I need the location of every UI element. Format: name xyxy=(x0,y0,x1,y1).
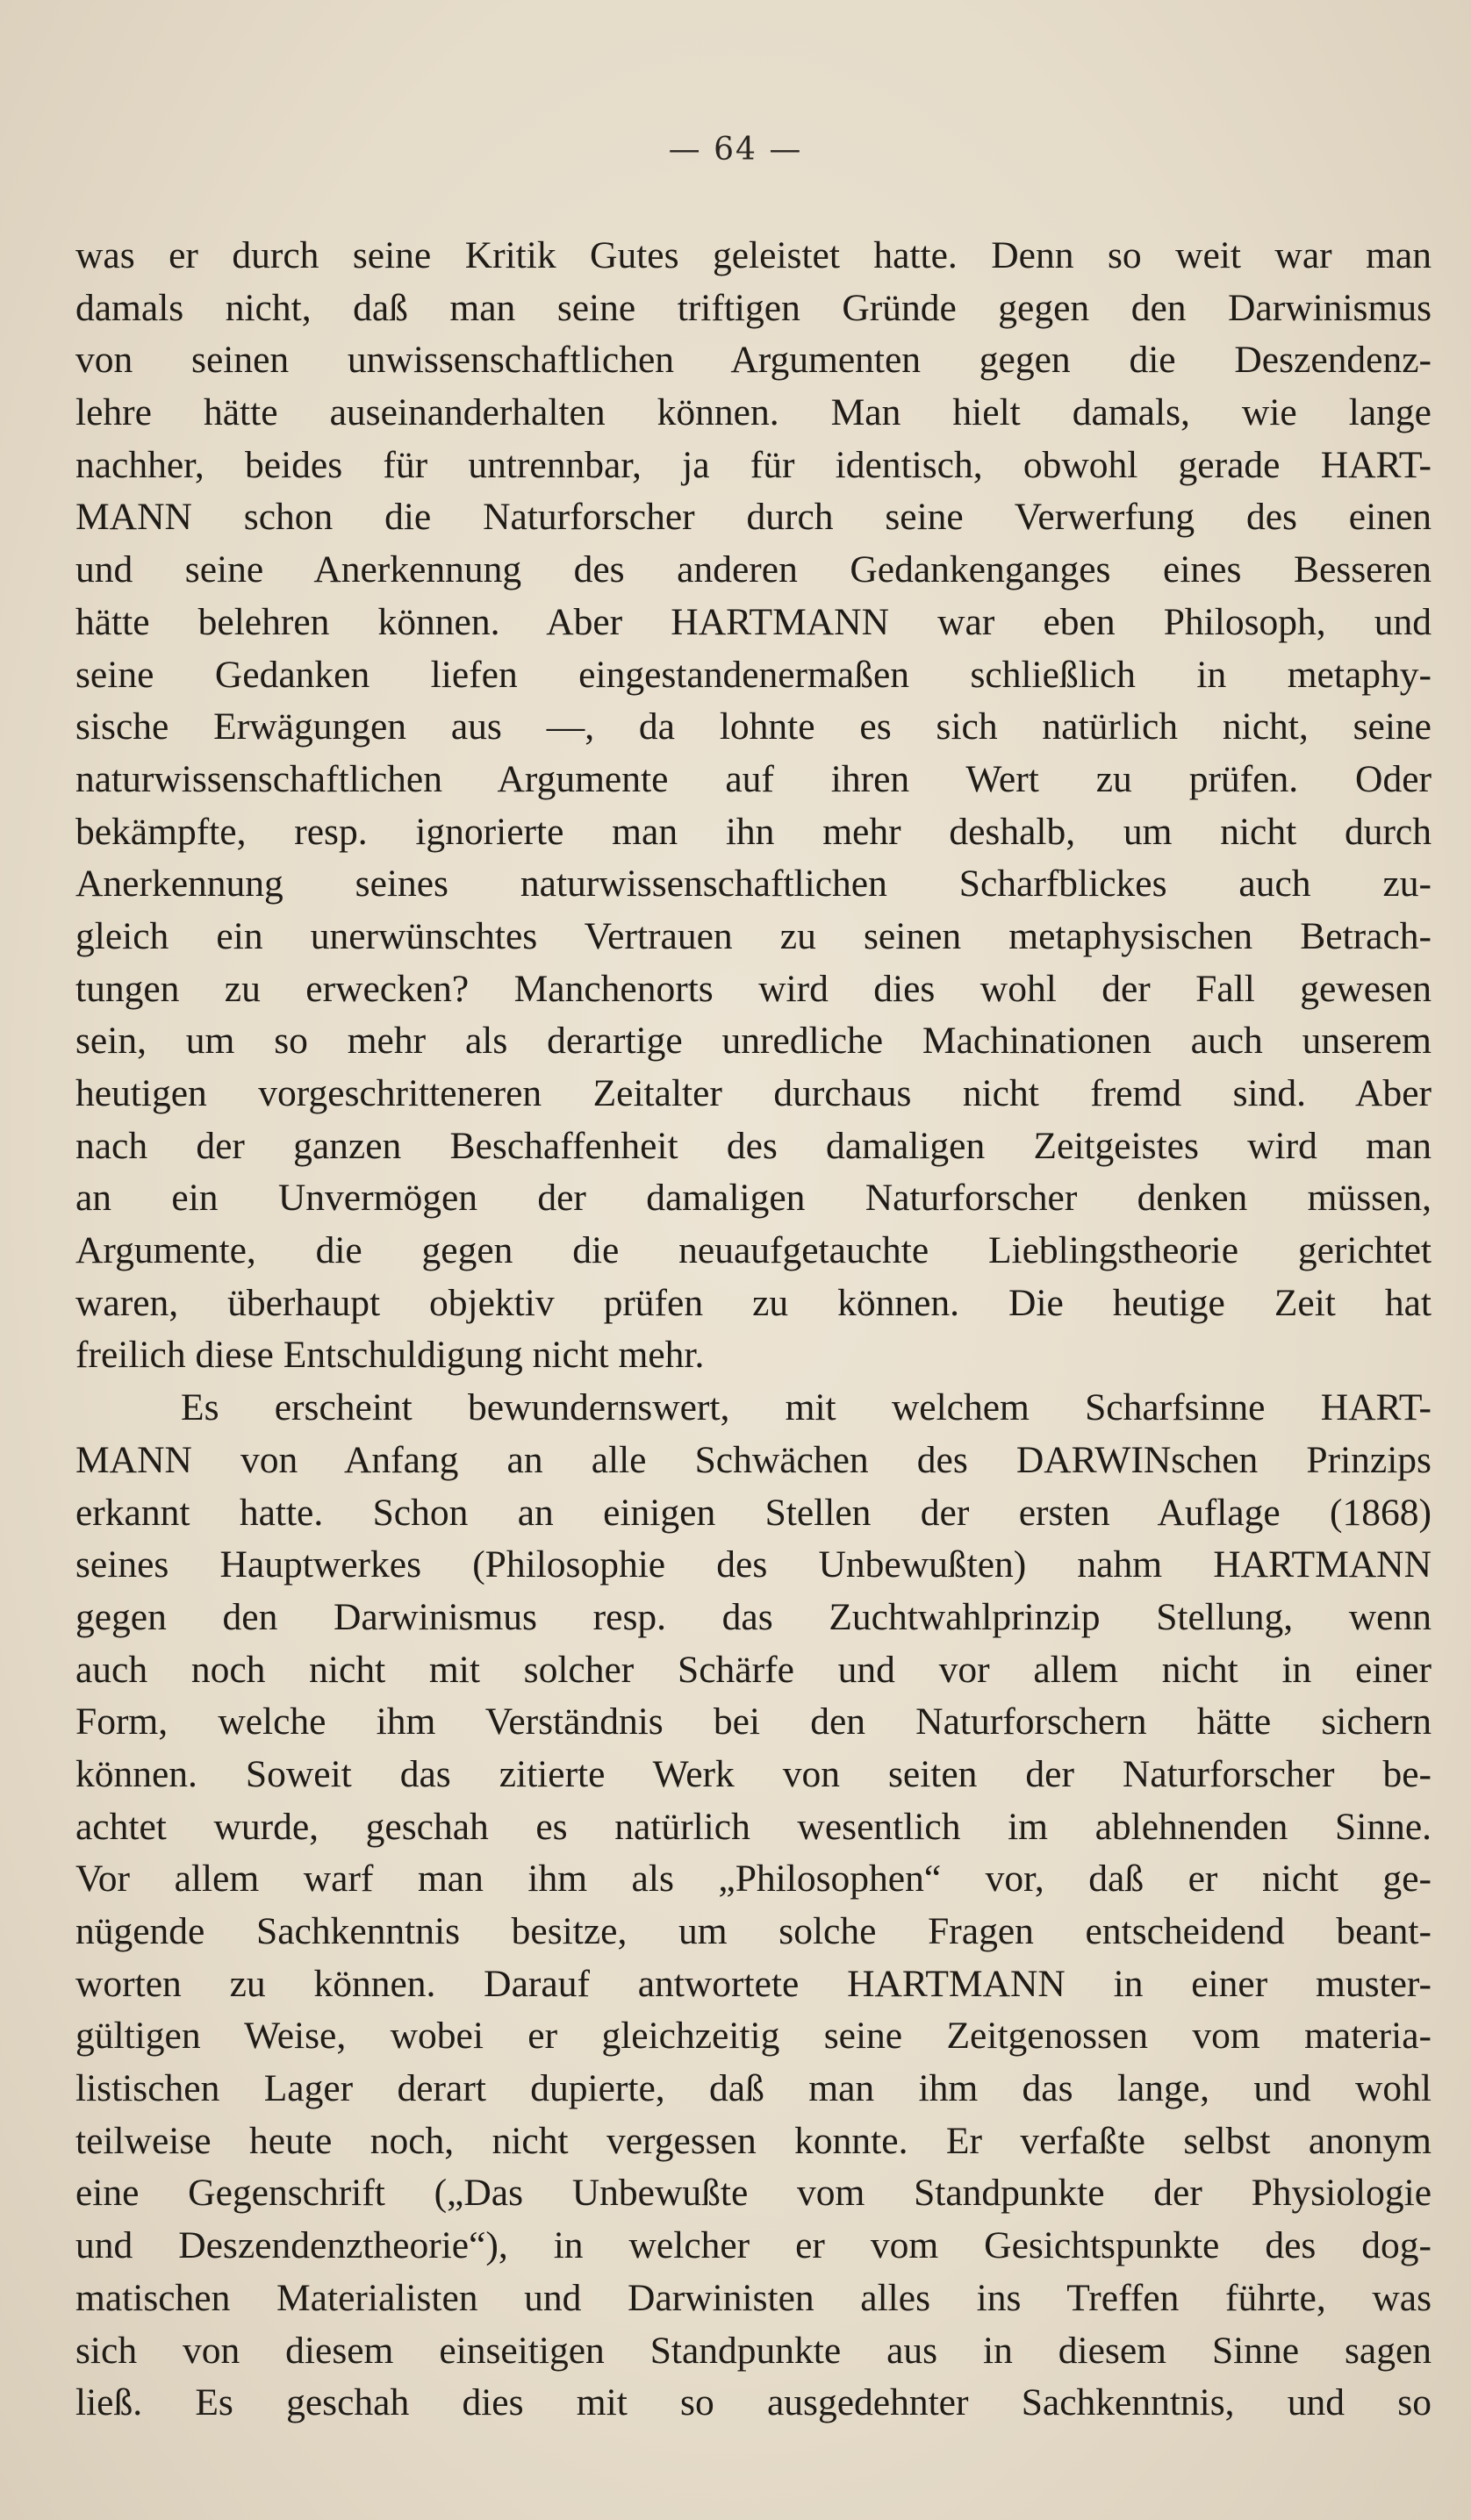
text-line: was er durch seine Kritik Gutes geleistet hatte. Denn so weit war man xyxy=(75,234,1432,276)
text-line: MANN schon die Naturforscher durch seine Verwerfung des einen xyxy=(75,496,1432,539)
text-line: gegen den Darwinismus resp. das Zuchtwahlprinzip Stellung, wenn xyxy=(75,1595,1432,1638)
text-line: von seinen unwissenschaftlichen Argumenten gegen die Deszendenz- xyxy=(75,339,1432,382)
text-line: tungen zu erwecken? Manchenorts wird dies wohl der Fall gewesen xyxy=(75,967,1432,1010)
text-line: gleich ein unerwünschtes Vertrauen zu seinen metaphysischen Betrach- xyxy=(75,914,1432,957)
text-line: freilich diese Entschuldigung nicht mehr. xyxy=(75,1334,705,1377)
text-line: ließ. Es geschah dies mit so ausgedehnter Sachkenntnis, und so xyxy=(75,2381,1432,2424)
text-line: sein, um so mehr als derartige unredliche Machinationen auch unserem xyxy=(75,1020,1432,1063)
text-line: seines Hauptwerkes (Philosophie des Unbewußten) nahm HARTMANN xyxy=(75,1543,1432,1586)
text-line: naturwissenschaftlichen Argumente auf ihren Wert zu prüfen. Oder xyxy=(75,757,1432,800)
text-line: Vor allem warf man ihm als „Philosophen“ vor, daß er nicht ge- xyxy=(75,1858,1432,1901)
text-line: bekämpfte, resp. ignorierte man ihn mehr deshalb, um nicht durch xyxy=(75,810,1432,853)
text-line: matischen Materialisten und Darwinisten alles ins Treffen führte, was xyxy=(75,2276,1432,2319)
text-line: nach der ganzen Beschaffenheit des damaligen Zeitgeistes wird man xyxy=(75,1124,1432,1167)
text-line: waren, überhaupt objektiv prüfen zu können. Die heutige Zeit hat xyxy=(75,1281,1432,1324)
text-line: sische Erwägungen aus —, da lohnte es sich natürlich nicht, seine xyxy=(75,705,1432,748)
text-line: worten zu können. Darauf antwortete HARTMANN in einer muster- xyxy=(75,1962,1432,2005)
text-line: Es erscheint bewundernswert, mit welchem Scharfsinne HART- xyxy=(181,1386,1432,1429)
text-line: lehre hätte auseinanderhalten können. Man hielt damals, wie lange xyxy=(75,391,1432,434)
text-line: MANN von Anfang an alle Schwächen des DARWINschen Prinzips xyxy=(75,1438,1432,1481)
text-line: an ein Unvermögen der damaligen Naturforscher denken müssen, xyxy=(75,1177,1432,1220)
page-number: — 64 — xyxy=(668,132,803,168)
text-line: Form, welche ihm Verständnis bei den Naturforschern hätte sichern xyxy=(75,1700,1432,1743)
text-line: auch noch nicht mit solcher Schärfe und vor allem nicht in einer xyxy=(75,1648,1432,1691)
text-line: achtet wurde, geschah es natürlich wesentlich im ablehnenden Sinne. xyxy=(75,1805,1432,1848)
text-line: listischen Lager derart dupierte, daß man ihm das lange, und wohl xyxy=(75,2067,1432,2110)
text-line: hätte belehren können. Aber HARTMANN war eben Philosoph, und xyxy=(75,600,1432,643)
text-line: und Deszendenztheorie“), in welcher er vom Gesichtspunkte des dog- xyxy=(75,2224,1432,2267)
text-line: nügende Sachkenntnis besitze, um solche Fragen entscheidend beant- xyxy=(75,1910,1432,1952)
body-text xyxy=(75,230,1432,2430)
text-line: Anerkennung seines naturwissenschaftlichen Scharfblickes auch zu- xyxy=(75,863,1432,906)
text-line: Argumente, die gegen die neuaufgetauchte Lieblingstheorie gerichtet xyxy=(75,1229,1432,1272)
text-line: und seine Anerkennung des anderen Gedankenganges eines Besseren xyxy=(75,548,1432,591)
text-line: seine Gedanken liefen eingestandenermaßen schließlich in metaphy- xyxy=(75,653,1432,696)
text-line: sich von diesem einseitigen Standpunkte aus in diesem Sinne sagen xyxy=(75,2329,1432,2372)
text-line: erkannt hatte. Schon an einigen Stellen der ersten Auflage (1868) xyxy=(75,1491,1432,1534)
text-line: eine Gegenschrift („Das Unbewußte vom Standpunkte der Physiologie xyxy=(75,2172,1432,2215)
text-line: heutigen vorgeschritteneren Zeitalter durchaus nicht fremd sind. Aber xyxy=(75,1072,1432,1114)
text-line: können. Soweit das zitierte Werk von seiten der Naturforscher be- xyxy=(75,1752,1432,1795)
text-line: nachher, beides für untrennbar, ja für identisch, obwohl gerade HART- xyxy=(75,443,1432,486)
text-line: damals nicht, daß man seine triftigen Gründe gegen den Darwinismus xyxy=(75,286,1432,329)
text-line: gültigen Weise, wobei er gleichzeitig seine Zeitgenossen vom materia- xyxy=(75,2015,1432,2058)
text-line: teilweise heute noch, nicht vergessen konnte. Er verfaßte selbst anonym xyxy=(75,2119,1432,2162)
